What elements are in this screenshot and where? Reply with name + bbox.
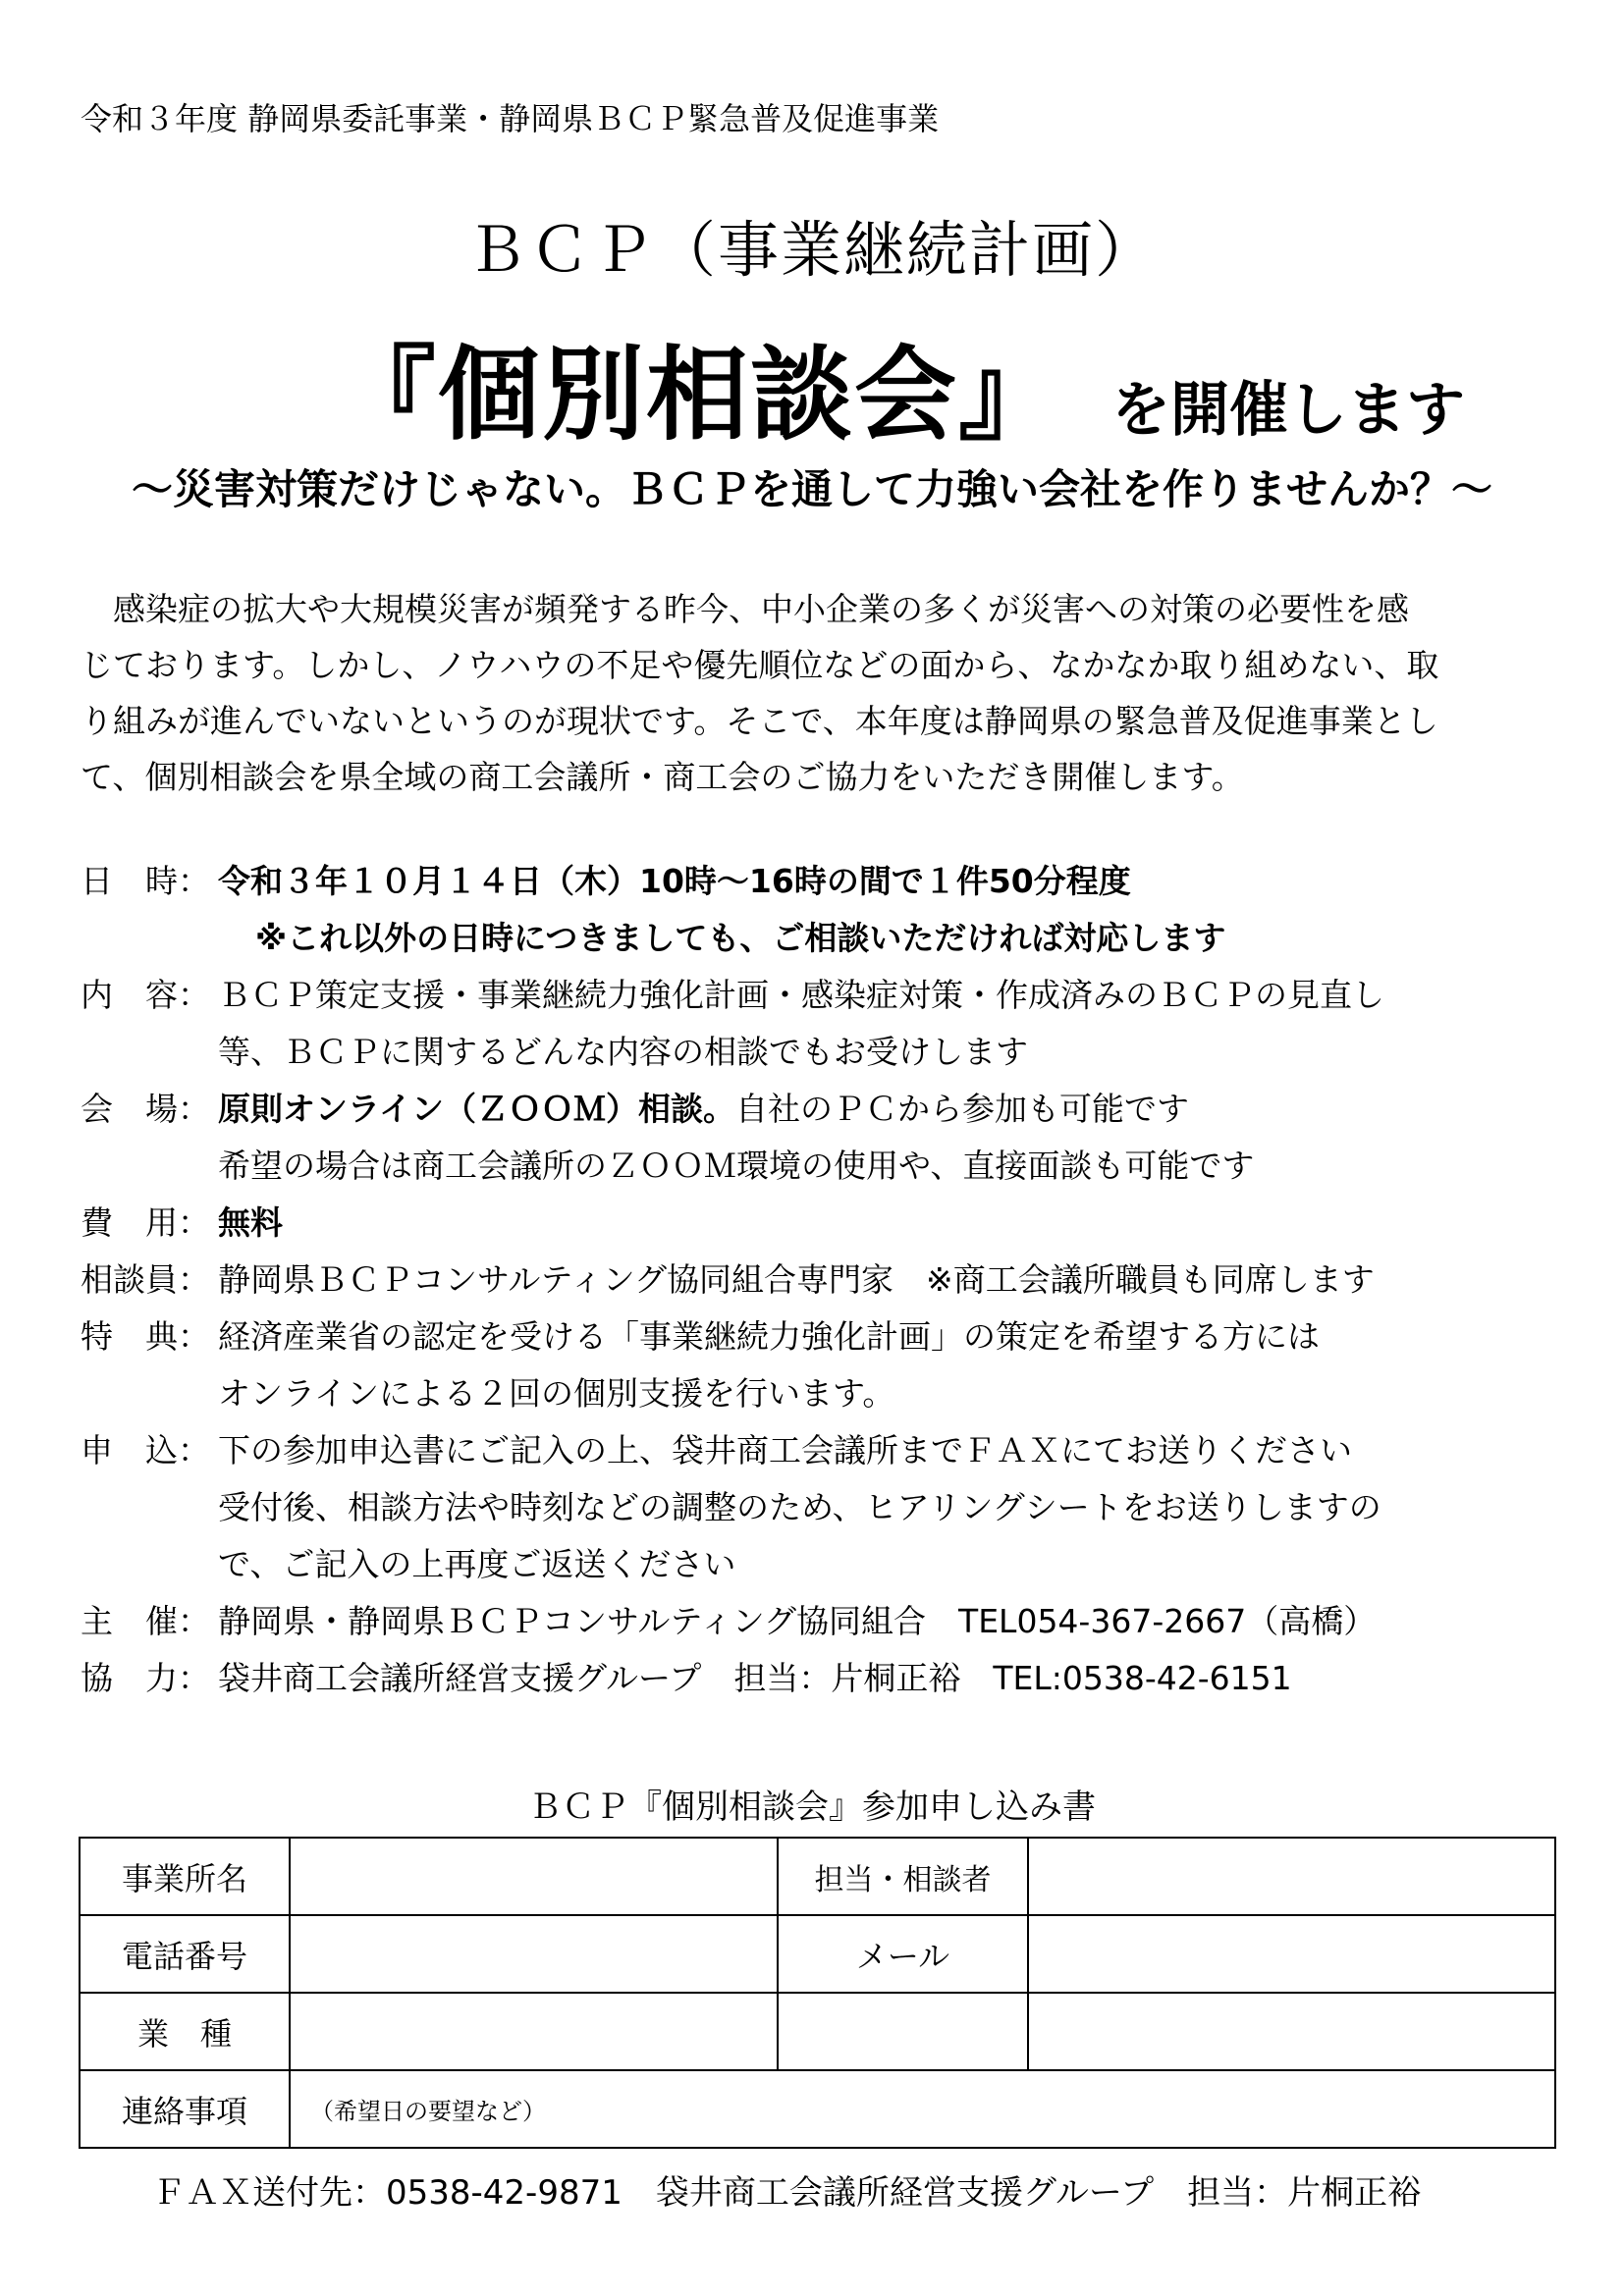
industry-label: 業 種	[80, 1993, 290, 2070]
content-value: ＢＣＰ策定支援・事業継続力強化計画・感染症対策・作成済みのＢＣＰの見直し	[218, 976, 1384, 1014]
benefit-row	[81, 1311, 1320, 1358]
date-row	[81, 856, 1131, 902]
subtitle: ～災害対策だけじゃない。ＢＣＰを通して力強い会社を作りませんか？～	[131, 465, 1492, 513]
phone-label: 電話番号	[80, 1915, 290, 1993]
content-line2: 等、ＢＣＰに関するどんな内容の相談でもお受けします	[218, 1033, 1028, 1071]
benefit-label: 特 典：	[81, 1317, 210, 1356]
intro-line: 感染症の拡大や大規模災害が頻発する昨今、中小企業の多くが災害への対策の必要性を感	[81, 590, 1409, 628]
apply-row	[81, 1425, 1352, 1471]
consultant-value: 静岡県ＢＣＰコンサルティング協同組合専門家 ※商工会議所職員も同席します	[218, 1260, 1375, 1299]
apply-label: 申 込：	[81, 1431, 210, 1469]
main-title-text: 『個別相談会』	[334, 335, 1063, 454]
contact-person-field[interactable]	[1028, 1838, 1555, 1915]
email-field[interactable]	[1028, 1915, 1555, 1993]
email-label: メール	[778, 1915, 1028, 1993]
fee-row	[81, 1198, 283, 1244]
host-label: 主 催：	[81, 1602, 210, 1640]
date-note: ※これ以外の日時につきましても、ご相談いただければ対応します	[255, 919, 1226, 957]
contact-person-label: 担当・相談者	[778, 1838, 1028, 1915]
form-row	[80, 2070, 1555, 2148]
industry-extra-field-1[interactable]	[778, 1993, 1028, 2070]
fee-value: 無料	[218, 1203, 283, 1242]
venue-bold: 原則オンライン（ＺＯＯＭ）相談。	[218, 1090, 736, 1128]
fax-destination: ＦＡＸ送付先：0538-42-9871 袋井商工会議所経営支援グループ 担当：片桐正裕	[152, 2173, 1422, 2213]
form-row	[80, 1838, 1555, 1915]
content-row	[81, 970, 1384, 1016]
application-form	[79, 1837, 1556, 2149]
notes-field[interactable]: （希望日の要望など）	[290, 2070, 1555, 2148]
apply-line3: で、ご記入の上再度ご返送ください	[218, 1545, 736, 1583]
intro-paragraph	[81, 581, 1553, 805]
venue-row	[81, 1084, 1189, 1130]
fee-label: 費 用：	[81, 1203, 210, 1242]
industry-field[interactable]	[290, 1993, 778, 2070]
coop-value: 袋井商工会議所経営支援グループ 担当：片桐正裕 TEL:0538-42-6151	[218, 1659, 1292, 1697]
host-row	[81, 1596, 1376, 1642]
business-name-field[interactable]	[290, 1838, 778, 1915]
date-value: 令和３年１０月１４日（木）10時～16時の間で１件50分程度	[218, 862, 1131, 900]
business-name-label: 事業所名	[80, 1838, 290, 1915]
phone-field[interactable]	[290, 1915, 778, 1993]
main-title	[334, 312, 1465, 459]
main-title-suffix: を開催します	[1111, 376, 1466, 445]
intro-line: り組みが進んでいないというのが現状です。そこで、本年度は静岡県の緊急普及促進事業とし	[81, 702, 1438, 740]
intro-line: じております。しかし、ノウハウの不足や優先順位などの面から、なかなか取り組めない、取	[81, 646, 1439, 684]
content-label: 内 容：	[81, 976, 210, 1014]
consultant-row	[81, 1255, 1375, 1301]
form-title: ＢＣＰ『個別相談会』参加申し込み書	[528, 1788, 1096, 1827]
intro-line: て、個別相談会を県全域の商工会議所・商工会のご協力をいただき開催します。	[81, 758, 1244, 796]
benefit-value: 経済産業省の認定を受ける「事業継続力強化計画」の策定を希望する方には	[218, 1317, 1320, 1356]
venue-rest: 自社のＰＣから参加も可能です	[735, 1090, 1190, 1128]
consultant-label: 相談員：	[81, 1260, 210, 1299]
notes-label: 連絡事項	[80, 2070, 290, 2148]
date-label: 日 時：	[81, 862, 210, 900]
venue-line2: 希望の場合は商工会議所のＺＯＯＭ環境の使用や、直接面談も可能です	[218, 1147, 1255, 1185]
industry-extra-field-2[interactable]	[1028, 1993, 1555, 2070]
host-value: 静岡県・静岡県ＢＣＰコンサルティング協同組合 TEL054-367-2667（高橋）	[218, 1602, 1377, 1640]
coop-label: 協 力：	[81, 1659, 210, 1697]
benefit-line2: オンラインによる２回の個別支援を行います。	[218, 1374, 895, 1413]
apply-line2: 受付後、相談方法や時刻などの調整のため、ヒアリングシートをお送りしますの	[218, 1488, 1381, 1526]
apply-value: 下の参加申込書にご記入の上、袋井商工会議所までＦＡＸにてお送りください	[218, 1431, 1352, 1469]
form-row	[80, 1915, 1555, 1993]
venue-label: 会 場：	[81, 1090, 210, 1128]
header-line: 令和３年度 静岡県委託事業・静岡県ＢＣＰ緊急普及促進事業	[81, 100, 940, 137]
form-row	[80, 1993, 1555, 2070]
coop-row	[81, 1653, 1292, 1699]
title-bcp: ＢＣＰ（事業継続計画）	[465, 214, 1158, 286]
